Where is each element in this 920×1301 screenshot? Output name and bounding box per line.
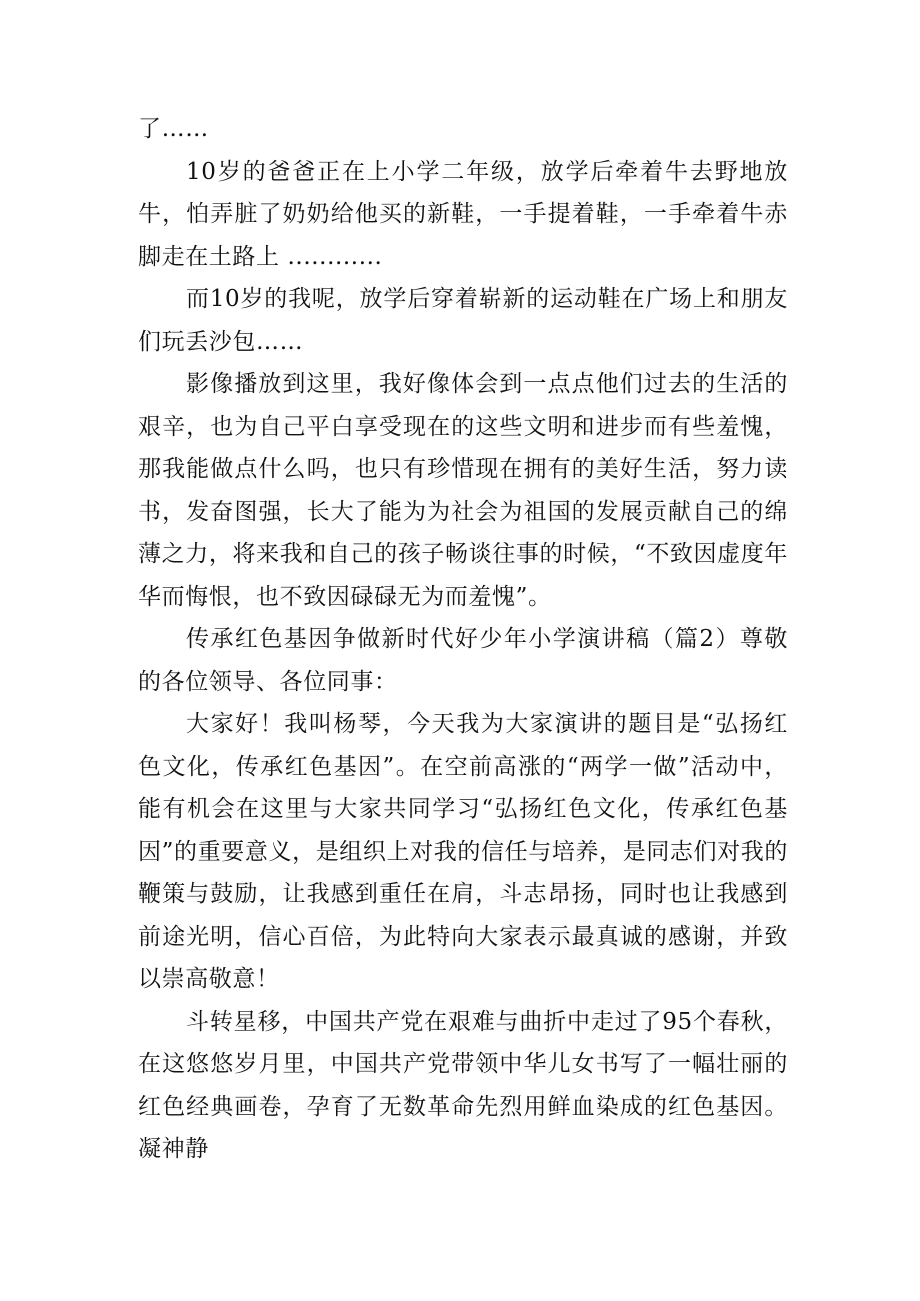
paragraph-reflection: 影像播放到这里，我好像体会到一点点他们过去的生活的艰辛，也为自己平白享受现在的这些文明和进步而有些羞愧，那我能做点什么吗，也只有珍惜现在拥有的美好生活，努力读书，发奋图强，长大了能为为社会为祖国的发展贡献自己的绵薄之力，将来我和自己的孩子畅谈往事的时候，“不致因虚度年华而悔恨，也不致因碌碌无为而羞愧”。 <box>138 371 788 610</box>
paragraph-greeting: 大家好！我叫杨琴，今天我为大家演讲的题目是“弘扬红色文化，传承红色基因”。在空前高涨的“两学一做”活动中，能有机会在这里与大家共同学习“弘扬红色文化，传承红色基因”的重要意义，是组织上对我的信任与培养，是同志们对我的鞭策与鼓励，让我感到重任在肩，斗志昂扬，同时也让我感到前途光明，信心百倍，为此特向大家表示最真诚的感谢，并致以崇高敬意！ <box>138 711 788 992</box>
paragraph-father-childhood: 10岁的爸爸正在上小学二年级，放学后牵着牛去野地放牛，怕弄脏了奶奶给他买的新鞋，一手提着鞋，一手牵着牛赤脚走在土路上 ............ <box>138 158 788 270</box>
paragraph-continuation: 了…… <box>138 116 209 142</box>
paragraph-party-history: 斗转星移，中国共产党在艰难与曲折中走过了95个春秋，在这悠悠岁月里，中国共产党带领中华儿女书写了一幅壮丽的红色经典画卷，孕育了无数革命先烈用鲜血染成的红色基因。凝神静 <box>138 1008 788 1162</box>
paragraph-my-childhood: 而10岁的我呢，放学后穿着崭新的运动鞋在广场上和朋友们玩丢沙包…… <box>138 286 788 355</box>
paragraph-speech-heading: 传承红色基因争做新时代好少年小学演讲稿（篇2）尊敬的各位领导、各位同事： <box>138 626 788 695</box>
